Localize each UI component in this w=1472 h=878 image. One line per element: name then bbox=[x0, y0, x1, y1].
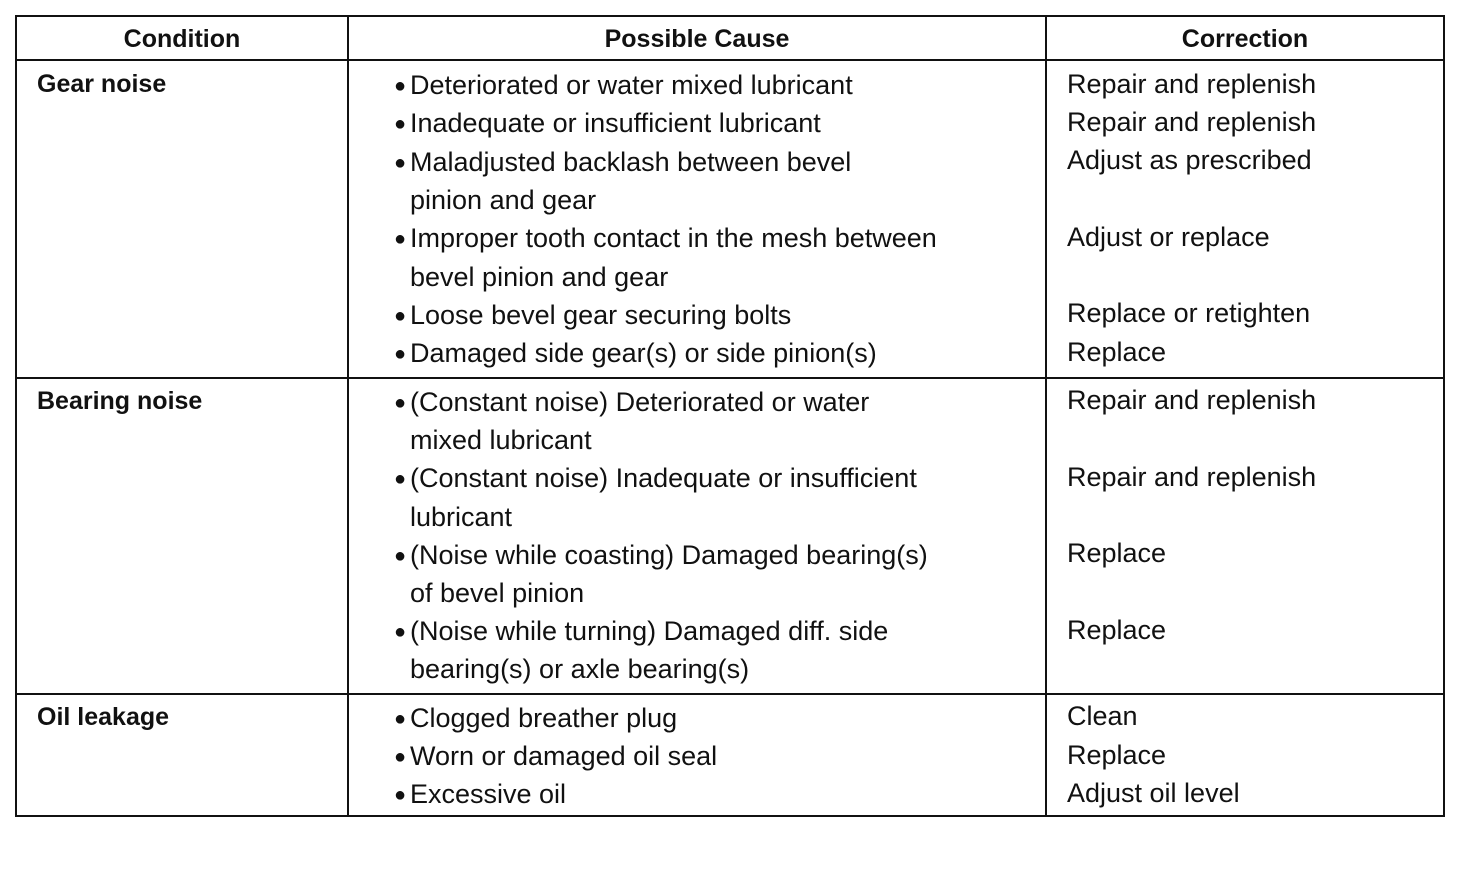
cause-item: ● Improper tooth contact in the mesh between bbox=[394, 223, 937, 253]
correction-item: Adjust oil level bbox=[1067, 778, 1240, 808]
correction-item: Replace bbox=[1067, 538, 1167, 568]
correction-item: Adjust or replace bbox=[1067, 222, 1270, 252]
correction-item: Repair and replenish bbox=[1067, 462, 1317, 492]
condition-bearing-noise: Bearing noise bbox=[37, 387, 203, 415]
header-possible-cause: Possible Cause bbox=[604, 24, 790, 53]
cause-item: ● Deteriorated or water mixed lubricant bbox=[394, 70, 853, 100]
cause-item: ● (Noise while turning) Damaged diff. side bbox=[394, 616, 889, 646]
bullet-icon: ● bbox=[394, 545, 407, 567]
cause-item-continuation: bevel pinion and gear bbox=[410, 262, 669, 292]
cause-item: ● Clogged breather plug bbox=[394, 703, 678, 733]
correction-item: Repair and replenish bbox=[1067, 385, 1317, 415]
bullet-icon: ● bbox=[394, 468, 407, 490]
bullet-icon: ● bbox=[394, 343, 407, 365]
bullet-icon: ● bbox=[394, 228, 407, 250]
bullet-icon: ● bbox=[394, 746, 407, 768]
cause-item-continuation: pinion and gear bbox=[410, 185, 597, 215]
cause-item-continuation: bearing(s) or axle bearing(s) bbox=[410, 654, 750, 684]
correction-item: Repair and replenish bbox=[1067, 69, 1317, 99]
correction-item: Replace bbox=[1067, 615, 1167, 645]
cause-item: ● Inadequate or insufficient lubricant bbox=[394, 108, 821, 138]
correction-item: Replace bbox=[1067, 337, 1167, 367]
bullet-icon: ● bbox=[394, 784, 407, 806]
correction-item: Replace or retighten bbox=[1067, 298, 1311, 328]
troubleshooting-table bbox=[15, 15, 1445, 817]
cause-item: ● Loose bevel gear securing bolts bbox=[394, 300, 792, 330]
correction-item: Replace bbox=[1067, 740, 1167, 770]
row-divider-1 bbox=[17, 377, 1443, 379]
bullet-icon: ● bbox=[394, 305, 407, 327]
cause-item: ● Excessive oil bbox=[394, 779, 567, 809]
cause-item: ● (Noise while coasting) Damaged bearing(s) bbox=[394, 540, 928, 570]
bullet-icon: ● bbox=[394, 75, 407, 97]
cause-item: ● Maladjusted backlash between bevel bbox=[394, 147, 852, 177]
header-condition: Condition bbox=[123, 24, 241, 53]
correction-item: Adjust as prescribed bbox=[1067, 145, 1312, 175]
column-divider-1 bbox=[347, 17, 349, 815]
correction-item: Clean bbox=[1067, 701, 1138, 731]
bullet-icon: ● bbox=[394, 708, 407, 730]
cause-item: ● Damaged side gear(s) or side pinion(s) bbox=[394, 338, 877, 368]
cause-item-continuation: of bevel pinion bbox=[410, 578, 585, 608]
bullet-icon: ● bbox=[394, 392, 407, 414]
bullet-icon: ● bbox=[394, 152, 407, 174]
header-correction: Correction bbox=[1181, 24, 1309, 53]
row-divider-2 bbox=[17, 693, 1443, 695]
cause-item: ● (Constant noise) Deteriorated or water bbox=[394, 387, 870, 417]
correction-item: Repair and replenish bbox=[1067, 107, 1317, 137]
bullet-icon: ● bbox=[394, 113, 407, 135]
cause-item: ● Worn or damaged oil seal bbox=[394, 741, 718, 771]
cause-item-continuation: lubricant bbox=[410, 502, 513, 532]
condition-gear-noise: Gear noise bbox=[37, 70, 167, 98]
column-divider-2 bbox=[1045, 17, 1047, 815]
cause-item: ● (Constant noise) Inadequate or insufficient bbox=[394, 463, 917, 493]
bullet-icon: ● bbox=[394, 621, 407, 643]
condition-oil-leakage: Oil leakage bbox=[37, 703, 170, 731]
cause-item-continuation: mixed lubricant bbox=[410, 425, 592, 455]
